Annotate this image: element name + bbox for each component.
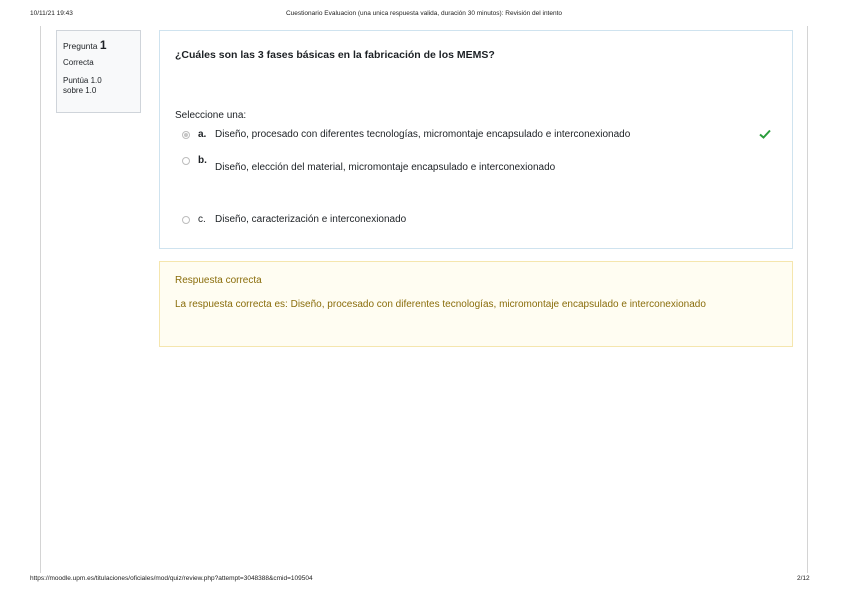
- feedback-status: Respuesta correcta: [175, 275, 262, 286]
- answer-text-c: Diseño, caracterización e interconexionado: [215, 214, 407, 225]
- question-formulation: [159, 30, 793, 249]
- answer-text-a: Diseño, procesado con diferentes tecnologías, micromontaje encapsulado e interconexionado: [215, 129, 631, 140]
- question-grade: Puntúa 1.0 sobre 1.0: [63, 76, 102, 95]
- answer-text-b: Diseño, elección del material, micromontaje encapsulado e interconexionado: [215, 162, 556, 173]
- answer-letter-a: a.: [198, 129, 207, 140]
- feedback-box: [159, 261, 793, 347]
- answer-option-b[interactable]: [182, 155, 556, 173]
- print-header: [0, 10, 848, 20]
- question-info-box: [56, 30, 141, 113]
- question-text: ¿Cuáles son las 3 fases básicas en la fabricación de los MEMS?: [175, 49, 495, 61]
- answer-prompt: Seleccione una:: [175, 110, 247, 121]
- radio-a[interactable]: [182, 131, 190, 139]
- print-title: Cuestionario Evaluacion (una unica respuesta valida, duración 30 minutos): Revisión del intento: [285, 10, 563, 17]
- question-number-value: 1: [99, 38, 107, 52]
- page-number: 2/12: [797, 575, 810, 582]
- correct-answer-text: La respuesta correcta es: Diseño, procesado con diferentes tecnologías, micromontaje encapsulado e interconexionado: [175, 299, 706, 310]
- page-border-left: [40, 26, 41, 573]
- answer-letter-c: c.: [198, 214, 206, 225]
- print-date: 10/11/21 19:43: [30, 10, 73, 17]
- answer-letter-b: b.: [198, 155, 207, 166]
- question-label: Pregunta: [63, 41, 98, 51]
- page-border-right: [807, 26, 808, 573]
- question-number: [63, 38, 134, 52]
- answer-option-c[interactable]: [182, 214, 406, 225]
- radio-b[interactable]: [182, 157, 190, 165]
- answer-option-a[interactable]: [182, 129, 630, 140]
- print-url: https://moodle.upm.es/titulaciones/oficiales/mod/quiz/review.php?attempt=3048388&cmid=109504: [30, 575, 313, 582]
- checkmark-icon: [759, 129, 771, 139]
- question-state: Correcta: [63, 58, 94, 67]
- radio-c[interactable]: [182, 216, 190, 224]
